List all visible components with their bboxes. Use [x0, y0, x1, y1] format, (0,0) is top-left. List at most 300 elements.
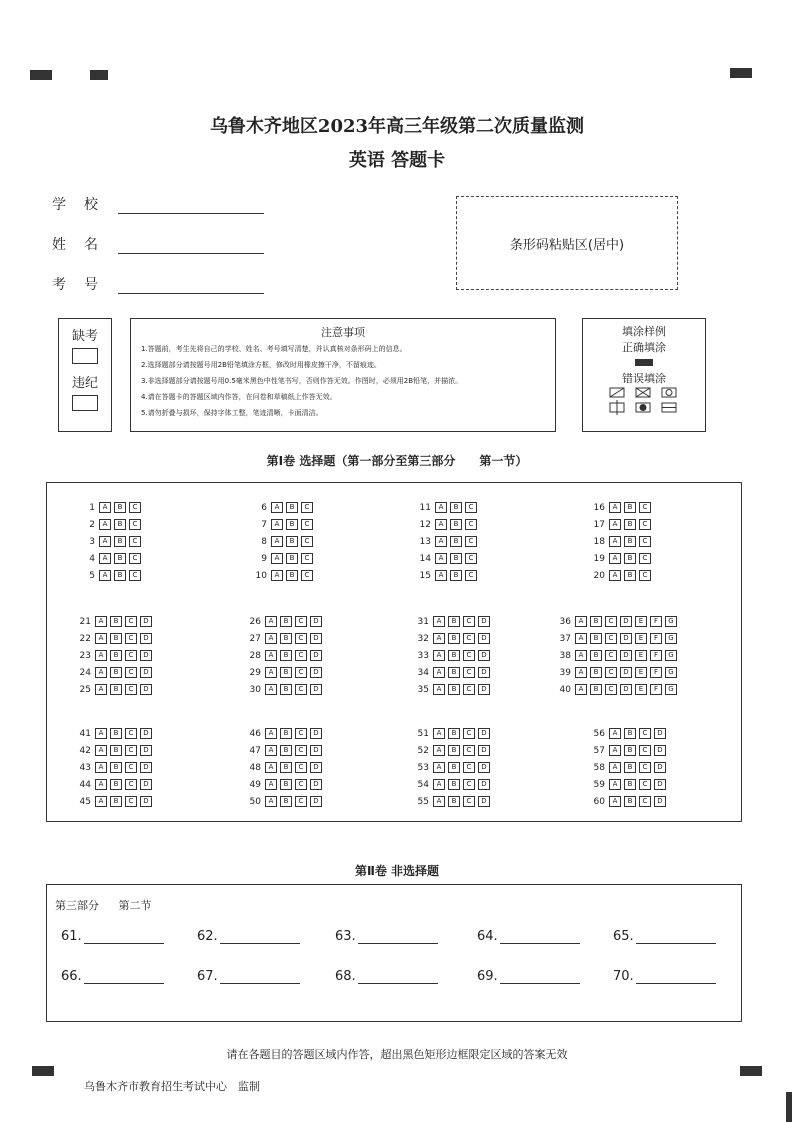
answer-option[interactable]: C — [463, 616, 475, 627]
question-row — [553, 683, 680, 697]
answer-option[interactable]: A — [99, 570, 111, 581]
answer-option[interactable]: D — [478, 728, 490, 739]
answer-option[interactable]: C — [125, 667, 137, 678]
answer-option[interactable]: G — [665, 667, 677, 678]
answer-option[interactable]: B — [286, 553, 298, 564]
answer-option[interactable]: B — [286, 570, 298, 581]
answer-option[interactable]: D — [310, 728, 322, 739]
exam-number-field[interactable] — [52, 272, 264, 294]
question-number: 38 — [559, 651, 571, 661]
answer-option[interactable]: A — [609, 570, 621, 581]
answer-option[interactable]: B — [280, 779, 292, 790]
question-row — [73, 649, 155, 663]
answer-option[interactable]: A — [433, 650, 445, 661]
answer-option[interactable]: B — [114, 553, 126, 564]
answer-option[interactable]: E — [635, 616, 647, 627]
answer-option[interactable]: A — [433, 745, 445, 756]
answer-option[interactable]: D — [478, 779, 490, 790]
answer-option[interactable]: C — [465, 553, 477, 564]
answer-option[interactable]: A — [95, 633, 107, 644]
answer-blank[interactable] — [335, 929, 438, 944]
answer-option[interactable]: C — [605, 684, 617, 695]
answer-option[interactable]: C — [463, 762, 475, 773]
answer-option[interactable]: C — [295, 728, 307, 739]
answer-option[interactable]: C — [639, 728, 651, 739]
answer-option[interactable]: A — [271, 519, 283, 530]
answer-option[interactable]: B — [450, 536, 462, 547]
footnote: 请在各题目的答题区域内作答，超出黑色矩形边框限定区域的答案无效 — [226, 1048, 568, 1061]
answer-blank[interactable] — [613, 969, 716, 984]
absent-box — [58, 318, 112, 432]
answer-option[interactable]: C — [639, 796, 651, 807]
answer-option[interactable]: C — [125, 633, 137, 644]
question-row — [243, 649, 325, 663]
question-number: 27 — [249, 634, 261, 644]
answer-option[interactable]: A — [271, 553, 283, 564]
question-row — [411, 683, 493, 697]
answer-option[interactable]: A — [433, 762, 445, 773]
answer-option[interactable]: B — [624, 536, 636, 547]
answer-option[interactable]: D — [478, 650, 490, 661]
sample-title: 填涂样例 — [622, 325, 666, 338]
answer-option[interactable]: B — [110, 796, 122, 807]
notice-title: 注意事项 — [321, 326, 365, 339]
answer-option[interactable]: D — [654, 779, 666, 790]
question-number: 21 — [79, 617, 91, 627]
question-number: 55 — [417, 797, 429, 807]
question-row — [73, 727, 155, 741]
answer-option[interactable]: B — [110, 762, 122, 773]
answer-option[interactable]: A — [575, 650, 587, 661]
answer-option[interactable]: A — [435, 553, 447, 564]
answer-option[interactable]: B — [624, 502, 636, 513]
answer-option[interactable]: B — [624, 796, 636, 807]
answer-option[interactable]: C — [125, 650, 137, 661]
answer-option[interactable]: B — [450, 553, 462, 564]
question-row — [249, 501, 316, 515]
answer-option[interactable]: C — [295, 650, 307, 661]
answer-option[interactable]: B — [448, 684, 460, 695]
answer-option[interactable]: B — [280, 650, 292, 661]
answer-option[interactable]: B — [448, 633, 460, 644]
answer-option[interactable]: B — [280, 796, 292, 807]
answer-option[interactable]: A — [433, 779, 445, 790]
answer-option[interactable]: D — [478, 667, 490, 678]
question-row — [587, 744, 669, 758]
answer-option[interactable]: C — [465, 570, 477, 581]
answer-option[interactable]: B — [110, 633, 122, 644]
question-row — [73, 632, 155, 646]
answer-blank[interactable] — [613, 929, 716, 944]
answer-option[interactable]: B — [110, 745, 122, 756]
answer-option[interactable]: C — [463, 667, 475, 678]
answer-option[interactable]: B — [280, 728, 292, 739]
answer-option[interactable]: C — [463, 728, 475, 739]
answer-option[interactable]: A — [95, 779, 107, 790]
answer-option[interactable]: A — [609, 745, 621, 756]
answer-option[interactable]: A — [95, 728, 107, 739]
answer-option[interactable]: C — [301, 570, 313, 581]
answer-option[interactable]: D — [140, 650, 152, 661]
answer-option[interactable]: A — [575, 616, 587, 627]
answer-option[interactable]: C — [463, 633, 475, 644]
answer-option[interactable]: D — [310, 745, 322, 756]
answer-option[interactable]: C — [125, 684, 137, 695]
answer-option[interactable]: C — [125, 745, 137, 756]
answer-option[interactable]: A — [609, 536, 621, 547]
question-number: 49 — [249, 780, 261, 790]
answer-option[interactable]: C — [463, 650, 475, 661]
answer-option[interactable]: B — [448, 728, 460, 739]
answer-option[interactable]: A — [99, 502, 111, 513]
question-number: 60 — [593, 797, 605, 807]
answer-option[interactable]: D — [478, 745, 490, 756]
answer-option[interactable]: C — [295, 779, 307, 790]
answer-option[interactable]: B — [448, 796, 460, 807]
answer-option[interactable]: B — [624, 779, 636, 790]
question-row — [243, 615, 325, 629]
answer-option[interactable]: C — [129, 536, 141, 547]
answer-option[interactable]: C — [639, 553, 651, 564]
answer-option[interactable]: C — [463, 745, 475, 756]
answer-option[interactable]: B — [624, 553, 636, 564]
answer-option[interactable]: B — [590, 633, 602, 644]
answer-option[interactable]: B — [624, 570, 636, 581]
answer-blank[interactable] — [335, 969, 438, 984]
answer-option[interactable]: D — [140, 728, 152, 739]
answer-option[interactable]: B — [110, 728, 122, 739]
answer-option[interactable]: A — [95, 616, 107, 627]
answer-option[interactable]: D — [478, 796, 490, 807]
answer-blank[interactable] — [477, 969, 580, 984]
answer-option[interactable]: E — [635, 633, 647, 644]
answer-option[interactable]: C — [295, 616, 307, 627]
answer-option[interactable]: A — [609, 728, 621, 739]
answer-option[interactable]: A — [265, 667, 277, 678]
answer-option[interactable]: B — [450, 570, 462, 581]
question-number: 46 — [249, 729, 261, 739]
answer-option[interactable]: B — [450, 519, 462, 530]
answer-option[interactable]: C — [301, 519, 313, 530]
question-row — [587, 535, 654, 549]
answer-option[interactable]: B — [280, 667, 292, 678]
answer-option[interactable]: A — [265, 684, 277, 695]
answer-option[interactable]: A — [609, 553, 621, 564]
answer-option[interactable]: A — [433, 616, 445, 627]
answer-option[interactable]: D — [140, 616, 152, 627]
answer-option[interactable]: C — [129, 570, 141, 581]
answer-option[interactable]: A — [95, 796, 107, 807]
answer-option[interactable]: D — [654, 745, 666, 756]
answer-option[interactable]: D — [620, 616, 632, 627]
notice-item: 4.请在答题卡的答题区域内作答，在问卷和草稿纸上作答无效。 — [141, 393, 337, 401]
question-row — [411, 744, 493, 758]
answer-option[interactable]: D — [310, 762, 322, 773]
answer-option[interactable]: A — [435, 570, 447, 581]
question-number: 18 — [593, 537, 605, 547]
answer-option[interactable]: D — [620, 633, 632, 644]
answer-option[interactable]: B — [114, 536, 126, 547]
answer-option[interactable]: A — [575, 633, 587, 644]
answer-option[interactable]: A — [265, 616, 277, 627]
answer-option[interactable]: A — [99, 519, 111, 530]
question-number: 41 — [79, 729, 91, 739]
answer-option[interactable]: B — [110, 684, 122, 695]
answer-option[interactable]: G — [665, 650, 677, 661]
answer-option[interactable]: D — [310, 667, 322, 678]
answer-option[interactable]: B — [448, 616, 460, 627]
notice-item: 2.选择题部分请按题号用2B铅笔填涂方框，修改时用橡皮擦干净，不留痕迹。 — [141, 361, 381, 369]
answer-option[interactable]: G — [665, 616, 677, 627]
answer-option[interactable]: B — [590, 667, 602, 678]
answer-option[interactable]: C — [125, 762, 137, 773]
answer-option[interactable]: A — [575, 667, 587, 678]
answer-option[interactable]: D — [310, 684, 322, 695]
answer-option[interactable]: C — [301, 553, 313, 564]
answer-option[interactable]: A — [575, 684, 587, 695]
answer-option[interactable]: A — [609, 502, 621, 513]
answer-option[interactable]: B — [114, 570, 126, 581]
answer-option[interactable]: C — [465, 519, 477, 530]
answer-option[interactable]: C — [605, 616, 617, 627]
answer-option[interactable]: B — [280, 616, 292, 627]
answer-blank[interactable] — [197, 969, 300, 984]
answer-option[interactable]: B — [110, 779, 122, 790]
answer-option[interactable]: D — [140, 684, 152, 695]
answer-option[interactable]: C — [129, 502, 141, 513]
answer-option[interactable]: B — [448, 745, 460, 756]
answer-option[interactable]: D — [310, 779, 322, 790]
answer-option[interactable]: C — [295, 684, 307, 695]
answer-option[interactable]: B — [590, 616, 602, 627]
answer-option[interactable]: C — [125, 728, 137, 739]
answer-option[interactable]: D — [310, 650, 322, 661]
answer-option[interactable]: B — [114, 502, 126, 513]
answer-option[interactable]: C — [125, 616, 137, 627]
answer-option[interactable]: A — [609, 762, 621, 773]
name-field[interactable] — [52, 232, 264, 254]
question-row — [553, 649, 680, 663]
answer-option[interactable]: F — [650, 650, 662, 661]
question-number: 4 — [89, 554, 95, 564]
answer-option[interactable]: C — [301, 502, 313, 513]
answer-option[interactable]: C — [639, 519, 651, 530]
question-number: 47 — [249, 746, 261, 756]
question-number: 33 — [417, 651, 429, 661]
answer-option[interactable]: C — [125, 779, 137, 790]
answer-blank[interactable] — [197, 929, 300, 944]
question-number: 42 — [79, 746, 91, 756]
answer-option[interactable]: A — [609, 796, 621, 807]
answer-option[interactable]: C — [295, 762, 307, 773]
answer-option[interactable]: C — [125, 796, 137, 807]
answer-option[interactable]: G — [665, 684, 677, 695]
answer-option[interactable]: B — [286, 519, 298, 530]
answer-option[interactable]: B — [448, 762, 460, 773]
answer-option[interactable]: D — [620, 650, 632, 661]
question-row — [411, 649, 493, 663]
answer-option[interactable]: B — [448, 779, 460, 790]
question-row — [77, 535, 144, 549]
question-row — [413, 569, 480, 583]
answer-option[interactable]: A — [433, 667, 445, 678]
answer-option[interactable]: A — [265, 745, 277, 756]
answer-option[interactable]: D — [478, 616, 490, 627]
answer-option[interactable]: C — [129, 553, 141, 564]
answer-option[interactable]: D — [620, 667, 632, 678]
answer-option[interactable]: A — [435, 502, 447, 513]
answer-option[interactable]: A — [265, 728, 277, 739]
answer-option[interactable]: B — [280, 745, 292, 756]
answer-option[interactable]: B — [624, 728, 636, 739]
answer-option[interactable]: A — [435, 536, 447, 547]
answer-option[interactable]: D — [478, 762, 490, 773]
answer-option[interactable]: B — [624, 762, 636, 773]
question-number: 53 — [417, 763, 429, 773]
answer-option[interactable]: D — [140, 633, 152, 644]
answer-option[interactable]: E — [635, 667, 647, 678]
answer-option[interactable]: A — [433, 633, 445, 644]
answer-option[interactable]: D — [310, 633, 322, 644]
answer-option[interactable]: B — [590, 650, 602, 661]
answer-option[interactable]: C — [605, 667, 617, 678]
answer-option[interactable]: G — [665, 633, 677, 644]
answer-option[interactable]: C — [639, 502, 651, 513]
answer-option[interactable]: C — [295, 633, 307, 644]
answer-option[interactable]: A — [265, 762, 277, 773]
answer-option[interactable]: C — [639, 570, 651, 581]
answer-option[interactable]: A — [265, 633, 277, 644]
answer-option[interactable]: D — [310, 796, 322, 807]
blank-number: 66. — [61, 969, 82, 984]
answer-option[interactable]: C — [605, 650, 617, 661]
violation-checkbox[interactable] — [72, 395, 98, 411]
answer-option[interactable]: A — [271, 536, 283, 547]
answer-option[interactable]: B — [280, 684, 292, 695]
school-field[interactable] — [52, 192, 264, 214]
answer-option[interactable]: A — [433, 728, 445, 739]
question-row — [243, 761, 325, 775]
answer-option[interactable]: A — [265, 779, 277, 790]
answer-blank[interactable] — [61, 929, 164, 944]
answer-option[interactable]: F — [650, 633, 662, 644]
question-row — [553, 666, 680, 680]
answer-option[interactable]: D — [140, 745, 152, 756]
answer-option[interactable]: C — [295, 745, 307, 756]
answer-option[interactable]: C — [605, 633, 617, 644]
answer-option[interactable]: A — [95, 745, 107, 756]
answer-option[interactable]: A — [435, 519, 447, 530]
answer-option[interactable]: A — [609, 519, 621, 530]
answer-option[interactable]: A — [271, 502, 283, 513]
answer-option[interactable]: E — [635, 684, 647, 695]
answer-option[interactable]: B — [280, 762, 292, 773]
answer-option[interactable]: A — [95, 762, 107, 773]
answer-option[interactable]: F — [650, 616, 662, 627]
part-label: 第三部分 — [55, 899, 99, 912]
answer-option[interactable]: B — [450, 502, 462, 513]
answer-option[interactable]: C — [129, 519, 141, 530]
answer-option[interactable]: B — [590, 684, 602, 695]
question-number: 31 — [417, 617, 429, 627]
answer-option[interactable]: C — [295, 667, 307, 678]
page-title: 乌鲁木齐地区2023年高三年级第二次质量监测 — [209, 116, 585, 137]
answer-option[interactable]: A — [95, 650, 107, 661]
question-number: 22 — [79, 634, 91, 644]
absent-checkbox[interactable] — [72, 348, 98, 364]
answer-blank[interactable] — [477, 929, 580, 944]
answer-option[interactable]: A — [271, 570, 283, 581]
answer-option[interactable]: D — [140, 779, 152, 790]
answer-option[interactable]: C — [639, 745, 651, 756]
answer-option[interactable]: C — [463, 684, 475, 695]
field-label: 考 号 — [52, 277, 100, 293]
question-number: 14 — [419, 554, 431, 564]
answer-option[interactable]: C — [465, 536, 477, 547]
answer-option[interactable]: A — [99, 553, 111, 564]
answer-option[interactable]: D — [140, 762, 152, 773]
answer-option[interactable]: B — [110, 667, 122, 678]
answer-option[interactable]: F — [650, 684, 662, 695]
answer-option[interactable]: D — [620, 684, 632, 695]
answer-option[interactable]: A — [265, 796, 277, 807]
answer-option[interactable]: C — [295, 796, 307, 807]
answer-option[interactable]: A — [99, 536, 111, 547]
answer-option[interactable]: A — [433, 796, 445, 807]
answer-option[interactable]: B — [286, 502, 298, 513]
answer-option[interactable]: B — [448, 650, 460, 661]
answer-option[interactable]: B — [280, 633, 292, 644]
answer-option[interactable]: A — [609, 779, 621, 790]
answer-option[interactable]: B — [114, 519, 126, 530]
answer-option[interactable]: C — [639, 762, 651, 773]
answer-option[interactable]: C — [465, 502, 477, 513]
answer-option[interactable]: B — [110, 650, 122, 661]
answer-option[interactable]: A — [265, 650, 277, 661]
question-number: 51 — [417, 729, 429, 739]
answer-option[interactable]: A — [95, 684, 107, 695]
question-number: 9 — [261, 554, 267, 564]
answer-option[interactable]: D — [478, 633, 490, 644]
answer-option[interactable]: B — [624, 519, 636, 530]
answer-option[interactable]: E — [635, 650, 647, 661]
answer-option[interactable]: C — [463, 796, 475, 807]
answer-option[interactable]: B — [286, 536, 298, 547]
answer-option[interactable]: C — [463, 779, 475, 790]
question-number: 20 — [593, 571, 605, 581]
answer-option[interactable]: F — [650, 667, 662, 678]
answer-option[interactable]: D — [654, 762, 666, 773]
answer-option[interactable]: D — [140, 667, 152, 678]
answer-option[interactable]: A — [433, 684, 445, 695]
answer-option[interactable]: B — [110, 616, 122, 627]
answer-option[interactable]: C — [639, 779, 651, 790]
answer-option[interactable]: C — [301, 536, 313, 547]
answer-option[interactable]: B — [624, 745, 636, 756]
answer-blank[interactable] — [61, 969, 164, 984]
answer-option[interactable]: B — [448, 667, 460, 678]
answer-option[interactable]: D — [478, 684, 490, 695]
answer-option[interactable]: D — [654, 728, 666, 739]
answer-option[interactable]: A — [95, 667, 107, 678]
question-row — [413, 552, 480, 566]
question-row — [249, 518, 316, 532]
answer-option[interactable]: D — [310, 616, 322, 627]
answer-option[interactable]: C — [639, 536, 651, 547]
question-number: 44 — [79, 780, 91, 790]
answer-option[interactable]: D — [654, 796, 666, 807]
answer-option[interactable]: D — [140, 796, 152, 807]
